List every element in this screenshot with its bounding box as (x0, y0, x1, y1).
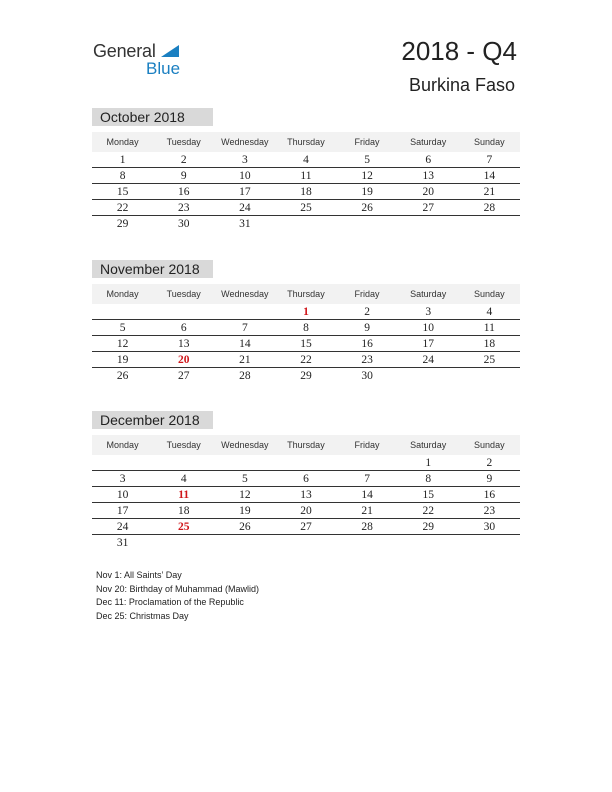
week-row (92, 184, 520, 200)
day-cell: 14 (239, 338, 251, 350)
week-row (92, 487, 520, 503)
week-row (92, 168, 520, 184)
day-cell: 22 (300, 354, 312, 366)
day-cell: 27 (422, 202, 434, 214)
week-row (92, 320, 520, 336)
weekday-label: Thursday (287, 289, 325, 299)
month-title: November 2018 (92, 260, 213, 278)
day-cell: 3 (119, 473, 126, 485)
day-cell: 30 (177, 218, 190, 230)
day-cell: 19 (361, 186, 373, 198)
weekday-label: Friday (354, 440, 380, 450)
day-cell: 17 (116, 505, 129, 517)
weekday-label: Thursday (287, 137, 325, 147)
page-title: 2018 - Q4 (401, 36, 517, 66)
day-cell: 4 (180, 473, 187, 485)
day-cell: 23 (361, 354, 373, 366)
empty-day-cell (92, 455, 153, 470)
day-cell: 17 (422, 338, 434, 350)
country-name: Burkina Faso (408, 75, 515, 95)
weekday-label: Monday (106, 289, 139, 299)
day-cell: 6 (425, 154, 432, 166)
week-row (92, 471, 520, 487)
day-cell: 19 (239, 505, 251, 517)
day-cell: 5 (364, 154, 370, 166)
weekday-label: Friday (354, 137, 380, 147)
empty-day-cell (398, 535, 459, 551)
day-cell: 13 (300, 489, 312, 501)
day-cell: 5 (241, 473, 248, 485)
day-cell: 16 (177, 186, 190, 198)
day-cell: 2 (180, 154, 187, 166)
empty-day-cell (337, 216, 398, 232)
holiday-note: Nov 20: Birthday of Muhammad (Mawlid) (96, 583, 260, 594)
month-title: December 2018 (92, 411, 213, 429)
day-cell: 14 (361, 489, 373, 501)
day-cell: 9 (486, 473, 493, 485)
day-cell: 18 (300, 186, 312, 198)
day-cell: 27 (177, 370, 190, 382)
weekday-label: Wednesday (221, 289, 269, 299)
weekday-label: Tuesday (166, 137, 201, 147)
day-cell: 31 (116, 537, 129, 549)
day-cell: 16 (361, 338, 373, 350)
day-cell: 19 (116, 354, 129, 366)
logo-text-blue: Blue (146, 59, 181, 78)
day-cell: 12 (361, 170, 373, 182)
month-calendar (92, 411, 520, 551)
holiday-note: Dec 11: Proclamation of the Republic (96, 597, 244, 607)
week-row (92, 368, 520, 384)
empty-day-cell (459, 216, 520, 232)
empty-day-cell (275, 216, 336, 232)
day-cell: 16 (483, 489, 496, 501)
empty-day-cell (153, 304, 214, 319)
weekday-label: Wednesday (221, 440, 269, 450)
week-row (92, 455, 520, 471)
empty-day-cell (153, 535, 214, 551)
empty-day-cell (337, 455, 398, 470)
day-cell: 12 (239, 489, 251, 501)
logo-triangle-icon (161, 45, 179, 57)
weekday-header-row (92, 435, 520, 455)
day-cell: 4 (486, 306, 493, 318)
day-cell: 20 (177, 354, 190, 366)
day-cell: 27 (300, 521, 312, 533)
empty-day-cell (337, 535, 398, 551)
weekday-label: Monday (106, 440, 139, 450)
day-cell: 2 (364, 306, 370, 318)
empty-day-cell (214, 304, 275, 319)
weekday-header-row (92, 284, 520, 304)
day-cell: 14 (483, 170, 496, 182)
day-cell: 1 (303, 306, 309, 318)
weekday-label: Saturday (410, 137, 447, 147)
day-cell: 11 (300, 170, 312, 182)
day-cell: 8 (119, 170, 126, 182)
empty-day-cell (398, 368, 459, 384)
day-cell: 30 (483, 521, 496, 533)
weekday-label: Saturday (410, 289, 447, 299)
empty-day-cell (92, 304, 153, 319)
day-cell: 6 (180, 322, 187, 334)
day-cell: 29 (422, 521, 434, 533)
empty-day-cell (459, 535, 520, 551)
empty-day-cell (214, 535, 275, 551)
week-row (92, 216, 520, 232)
day-cell: 2 (486, 457, 493, 469)
holiday-note: Dec 25: Christmas Day (96, 610, 189, 621)
logo (93, 41, 193, 81)
day-cell: 10 (116, 489, 129, 501)
day-cell: 15 (116, 186, 129, 198)
day-cell: 1 (425, 457, 432, 469)
day-cell: 9 (364, 322, 370, 334)
day-cell: 7 (241, 322, 248, 334)
day-cell: 21 (239, 354, 251, 366)
day-cell: 26 (361, 202, 373, 214)
day-cell: 9 (180, 170, 187, 182)
month-title: October 2018 (92, 108, 213, 126)
day-cell: 5 (119, 322, 126, 334)
day-cell: 11 (178, 489, 190, 501)
weekday-label: Saturday (410, 440, 447, 450)
day-cell: 21 (361, 505, 373, 517)
day-cell: 10 (239, 170, 251, 182)
week-row (92, 352, 520, 368)
day-cell: 4 (303, 154, 309, 166)
day-cell: 25 (300, 202, 312, 214)
day-cell: 24 (239, 202, 251, 214)
day-cell: 18 (177, 505, 190, 517)
day-cell: 3 (425, 306, 432, 318)
day-cell: 23 (483, 505, 496, 517)
weekday-label: Thursday (287, 440, 325, 450)
weekday-label: Tuesday (166, 289, 201, 299)
day-cell: 22 (116, 202, 129, 214)
day-cell: 28 (239, 370, 251, 382)
week-row (92, 503, 520, 519)
day-cell: 11 (483, 322, 495, 334)
day-cell: 10 (422, 322, 434, 334)
day-cell: 17 (239, 186, 251, 198)
day-cell: 8 (303, 322, 309, 334)
empty-day-cell (398, 216, 459, 232)
day-cell: 21 (483, 186, 496, 198)
holiday-notes (96, 569, 259, 623)
day-cell: 20 (300, 505, 312, 517)
day-cell: 28 (483, 202, 496, 214)
empty-day-cell (275, 535, 336, 551)
day-cell: 20 (422, 186, 434, 198)
day-cell: 30 (361, 370, 373, 382)
day-cell: 25 (177, 521, 190, 533)
week-row (92, 152, 520, 168)
weekday-label: Sunday (474, 289, 505, 299)
day-cell: 23 (177, 202, 190, 214)
logo-text-general: General (93, 41, 156, 61)
week-row (92, 336, 520, 352)
day-cell: 12 (116, 338, 129, 350)
day-cell: 22 (422, 505, 434, 517)
week-row (92, 519, 520, 535)
weekday-label: Sunday (474, 137, 505, 147)
day-cell: 6 (303, 473, 309, 485)
weekday-header-row (92, 132, 520, 152)
week-row (92, 304, 520, 320)
empty-day-cell (459, 368, 520, 384)
month-calendar (92, 108, 520, 232)
day-cell: 26 (116, 370, 129, 382)
day-cell: 31 (239, 218, 251, 230)
week-row (92, 200, 520, 216)
day-cell: 3 (241, 154, 248, 166)
day-cell: 29 (116, 218, 129, 230)
day-cell: 15 (422, 489, 434, 501)
day-cell: 7 (486, 154, 493, 166)
month-calendar (92, 260, 520, 384)
empty-day-cell (214, 455, 275, 470)
weekday-label: Tuesday (166, 440, 201, 450)
empty-day-cell (275, 455, 336, 470)
day-cell: 13 (177, 338, 190, 350)
day-cell: 24 (116, 521, 129, 533)
day-cell: 29 (300, 370, 312, 382)
holiday-note: Nov 1: All Saints’ Day (96, 570, 182, 580)
weekday-label: Sunday (474, 440, 505, 450)
empty-day-cell (153, 455, 214, 470)
day-cell: 25 (483, 354, 496, 366)
weekday-label: Monday (106, 137, 139, 147)
week-row (92, 535, 520, 551)
day-cell: 15 (300, 338, 312, 350)
day-cell: 24 (422, 354, 434, 366)
day-cell: 7 (364, 473, 370, 485)
day-cell: 18 (483, 338, 496, 350)
weekday-label: Wednesday (221, 137, 269, 147)
day-cell: 1 (119, 154, 126, 166)
weekday-label: Friday (354, 289, 380, 299)
day-cell: 13 (422, 170, 434, 182)
day-cell: 26 (239, 521, 251, 533)
day-cell: 8 (425, 473, 432, 485)
day-cell: 28 (361, 521, 373, 533)
